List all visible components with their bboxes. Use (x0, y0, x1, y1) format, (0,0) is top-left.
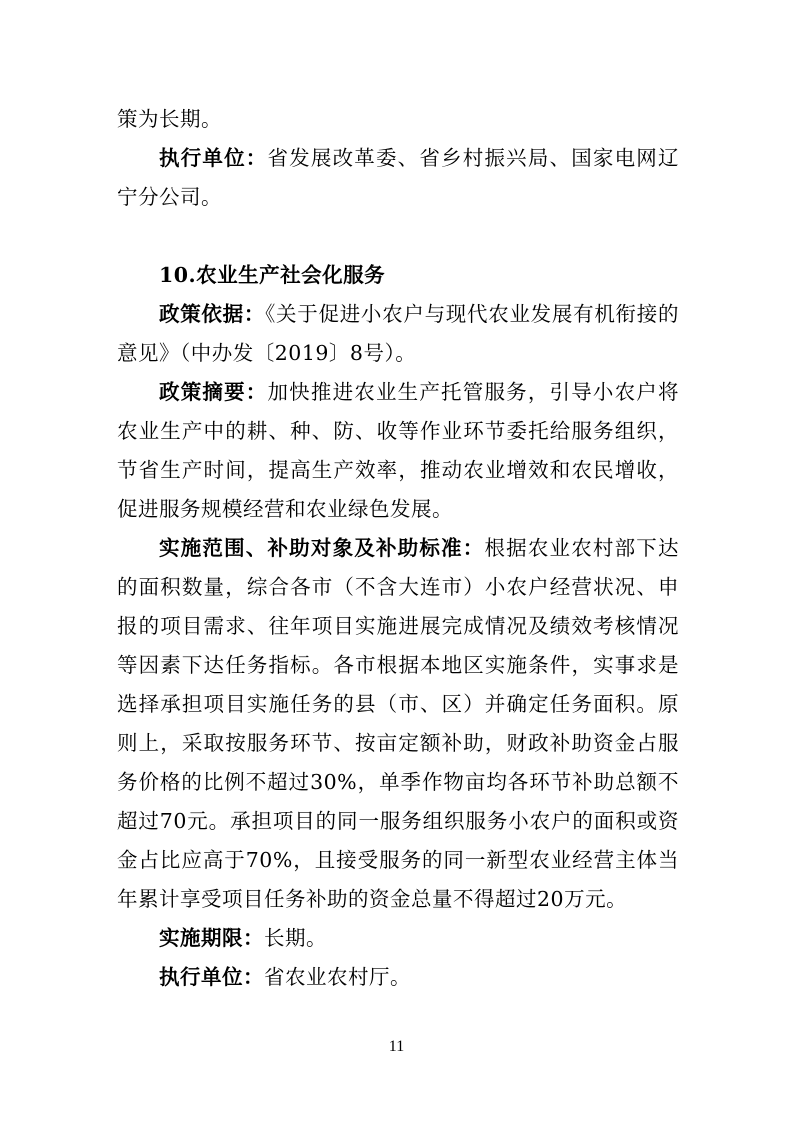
paragraph-scope-subsidy (117, 529, 679, 919)
paragraph-policy-summary (117, 373, 679, 529)
period-text: 长期。 (264, 926, 327, 950)
paragraph-period (117, 919, 679, 958)
policy-summary-label: 政策摘要： (159, 380, 268, 404)
executing-unit-label: 执行单位： (159, 146, 268, 170)
scope-subsidy-text: 根据农业农村部下达的面积数量，综合各市（不含大连市）小农户经营状况、申报的项目需求、往年项目实施进展完成情况及绩效考核情况等因素下达任务指标。各市根据本地区实施条件，实事求是选择承担项目实施任务的县（市、区）并确定任务面积。原则上，采取按服务环节、按亩定额补助，财政补助资金占服务价格的比例不超过30%，单季作物亩均各环节补助总额不超过70元。承担项目的同一服务组织服务小农户的面积或资金占比应高于70%，且接受服务的同一新型农业经营主体当年累计享受项目任务补助的资金总量不得超过20万元。 (117, 536, 680, 911)
document-body (117, 100, 679, 997)
policy-summary-text: 加快推进农业生产托管服务，引导小农户将农业生产中的耕、种、防、收等作业环节委托给服务组织，节省生产时间，提高生产效率，推动农业增效和农民增收，促进服务规模经营和农业绿色发展。 (117, 380, 680, 521)
paragraph-policy-basis (117, 295, 679, 373)
policy-basis-label: 政策依据： (159, 302, 266, 326)
executing-unit-label: 执行单位： (159, 965, 264, 989)
paragraph-executing-unit-2 (117, 958, 679, 997)
section-heading (117, 256, 679, 295)
paragraph-executing-unit-1 (117, 139, 679, 217)
section-heading-text: 10.农业生产社会化服务 (159, 263, 386, 287)
period-label: 实施期限： (159, 926, 264, 950)
paragraph-continuation (117, 100, 679, 139)
executing-unit-text: 省农业农村厅。 (264, 965, 411, 989)
scope-subsidy-label: 实施范围、补助对象及补助标准： (159, 536, 485, 560)
page-number: 11 (388, 1038, 405, 1055)
executing-unit-text: 省发展改革委、省乡村振兴局、国家电网辽宁分公司。 (117, 146, 680, 209)
continuation-text: 策为长期。 (117, 107, 222, 131)
policy-basis-text: 《关于促进小农户与现代农业发展有机衔接的意见》（中办发〔2019〕8号）。 (117, 302, 679, 365)
